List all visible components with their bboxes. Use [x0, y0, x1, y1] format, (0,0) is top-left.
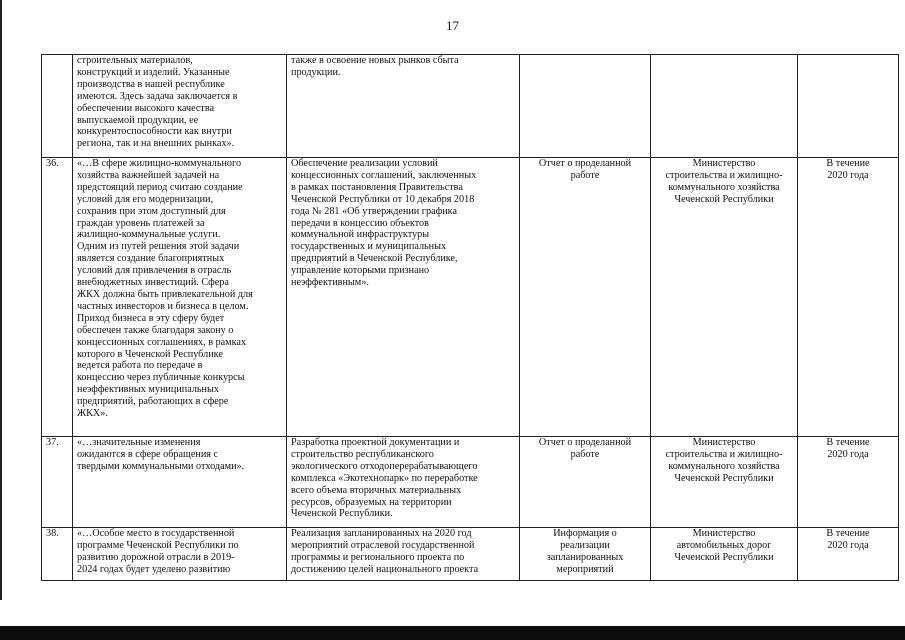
report-form-cell: [520, 55, 651, 158]
report-form-cell: Информация о реализации запланированных мероприятий: [520, 528, 651, 581]
address-quote-cell: «…Особое место в государственной программе Чеченской Республики по развитию дорожной отрасли в 2019- 2024 годах будет уделено развитию: [73, 528, 287, 581]
measures-table: [41, 54, 899, 581]
deadline-cell: В течение 2020 года: [798, 158, 899, 437]
responsible-cell: [651, 55, 798, 158]
action-cell: Реализация запланированных на 2020 год мероприятий отраслевой государственной программы и регионального проекта по достижению целей национального проекта: [287, 528, 520, 581]
deadline-cell: [798, 55, 899, 158]
report-form-cell: Отчет о проделанной работе: [520, 437, 651, 528]
responsible-cell: Министерство строительства и жилищно- коммунального хозяйства Чеченской Республики: [651, 437, 798, 528]
responsible-cell: Министерство автомобильных дорог Чеченской Республики: [651, 528, 798, 581]
row-number-cell: 36.: [42, 158, 73, 437]
row-number-cell: [42, 55, 73, 158]
scan-edge: [0, 0, 2, 600]
address-quote-cell: строительных материалов, конструкций и изделий. Указанные производства в нашей республике имеются. Здесь задача заключается в обеспечении высокого качества выпускаемой продукции, ее конкурентоспособности как внутри региона, так и на внешних рынках».: [73, 55, 287, 158]
table-row: [42, 158, 899, 437]
table-row: [42, 437, 899, 528]
responsible-cell: Министерство строительства и жилищно- коммунального хозяйства Чеченской Республики: [651, 158, 798, 437]
action-cell: Разработка проектной документации и строительство республиканского экологического отходоперерабатывающего комплекса «Экотехнопарк» по переработке всего объема вторичных материальных ресурсов, образуемых на территории Чеченской Республики.: [287, 437, 520, 528]
address-quote-cell: «…значительные изменения ожидаются в сфере обращения с твердыми коммунальными отходами».: [73, 437, 287, 528]
report-form-cell: Отчет о проделанной работе: [520, 158, 651, 437]
deadline-cell: В течение 2020 года: [798, 528, 899, 581]
address-quote-cell: «…В сфере жилищно-коммунального хозяйства важнейшей задачей на предстоящий период считаю создание условий для его модернизации, сохранив при этом доступный для граждан уровень платежей за жилищно-коммунальные услуги. Одним из путей решения этой задачи является создание благоприятных условий для привлечения в отрасль внебюджетных инвестиций. Сфера ЖКХ должна быть привлекательной для частных инвесторов и бизнеса в целом. Приход бизнеса в эту сферу будет обеспечен также благодаря закону о концессионных соглашениях, в рамках которого в Чеченской Республике ведется работа по передаче в концессию через публичные конкурсы неэффективных муниципальных предприятий, работающих в сфере ЖКХ».: [73, 158, 287, 437]
scan-bottom-border: [0, 626, 905, 640]
deadline-cell: В течение 2020 года: [798, 437, 899, 528]
table-row: [42, 55, 899, 158]
row-number-cell: 38.: [42, 528, 73, 581]
page-number: 17: [446, 18, 459, 33]
table-row: [42, 528, 899, 581]
action-cell: также в освоение новых рынков сбыта продукции.: [287, 55, 520, 158]
action-cell: Обеспечение реализации условий концессионных соглашений, заключенных в рамках постановления Правительства Чеченской Республики от 10 декабря 2018 года № 281 «Об утверждении графика передачи в концессию объектов коммунальной инфраструктуры государственных и муниципальных предприятий в Чеченской Республике, управление которыми признано неэффективным».: [287, 158, 520, 437]
row-number-cell: 37.: [42, 437, 73, 528]
